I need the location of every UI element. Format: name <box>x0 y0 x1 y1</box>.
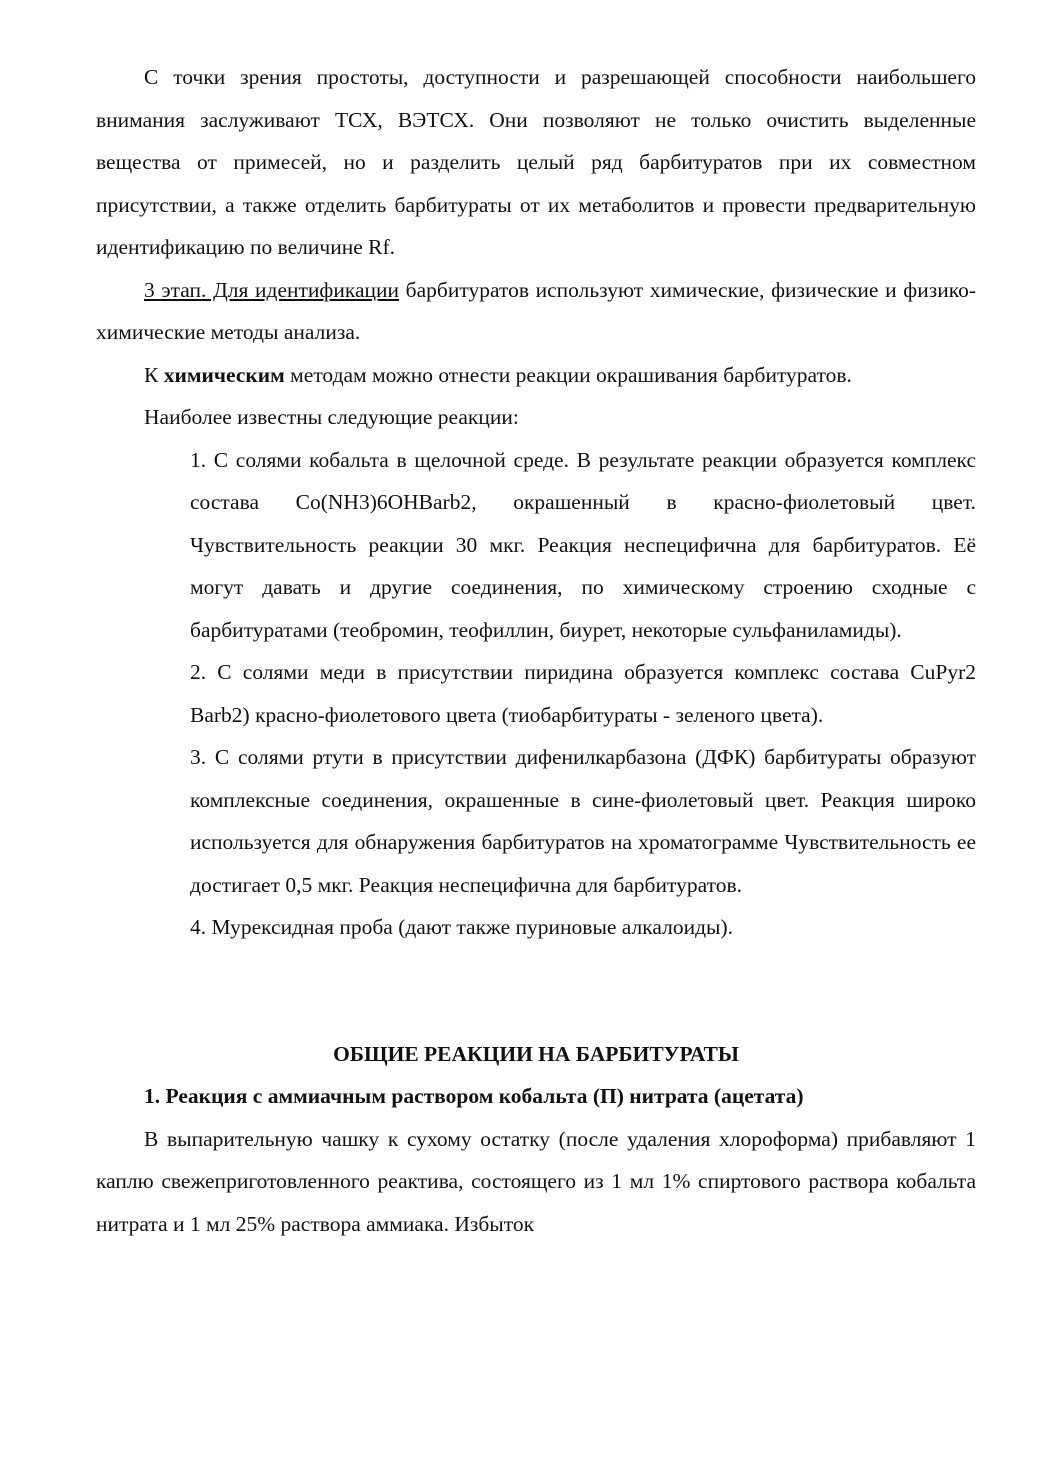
section-title: ОБЩИЕ РЕАКЦИИ НА БАРБИТУРАТЫ <box>333 1041 739 1066</box>
chemical-bold-term: химическим <box>163 362 285 387</box>
reaction-item-murexide: 4. Мурексидная проба (дают также пуриновые алкалоиды). <box>190 915 734 939</box>
paragraph-known-reactions: Наиболее известны следующие реакции: <box>144 405 519 429</box>
reaction-item-mercury: 3. С солями ртути в присутствии дифенилкарбазона (ДФК) барбитураты образуют комплексные соединения, окрашенные в сине-фиолетовый цвет. Реакция широко используется для обнаружения барбитуратов на хроматограмме Чувствительность ее достигает 0,5 мкг. Реакция неспецифична для барбитуратов. <box>190 745 976 897</box>
section-spacer <box>96 949 976 1033</box>
document-page <box>96 56 976 1245</box>
stage-label: 3 этап. Для идентификации <box>144 277 400 302</box>
section-body: В выпарительную чашку к сухому остатку (после удаления хлороформа) прибавляют 1 каплю свежеприготовленного реактива, состоящего из 1 мл 1% спиртового раствора кобальта нитрата и 1 мл 25% раствора аммиака. Избыток <box>96 1126 976 1236</box>
paragraph-identification-stage <box>96 269 976 354</box>
reaction-item-copper: 2. С солями меди в присутствии пиридина образуется комплекс состава CuPyr2 Barb2) красно-фиолетового цвета (тиобарбитураты - зеленого цвета). <box>190 660 976 727</box>
stage-text: барбитуратов используют химические, физические и физико-химические методы анализа. <box>96 277 976 344</box>
paragraph-chromatography: С точки зрения простоты, доступности и разрешающей способности наибольшего внимания заслуживают ТСХ, ВЭТСХ. Они позволяют не только очистить выделенные вещества от примесей, но и разделить целый ряд барбитуратов при их совместном присутствии, а также отделить барбитураты от их метаболитов и провести предварительную идентификацию по величине Rf. <box>96 65 976 259</box>
reaction-item-cobalt: 1. С солями кобальта в щелочной среде. В результате реакции образуется комплекс состава Co(NH3)6OHBarb2, окрашенный в красно-фиолетовый цвет. Чувствительность реакции 30 мкг. Реакция неспецифична для барбитуратов. Её могут давать и другие соединения, по химическому строению сходные с барбитуратами (теобромин, теофиллин, биурет, некоторые сульфаниламиды). <box>190 447 976 642</box>
chemical-prefix: К <box>144 362 164 387</box>
chemical-text: методам можно отнести реакции окрашивания барбитуратов. <box>284 362 852 387</box>
section-subtitle: 1. Реакция с аммиачным раствором кобальта (П) нитрата (ацетата) <box>144 1084 804 1108</box>
paragraph-chemical-methods <box>96 354 976 397</box>
